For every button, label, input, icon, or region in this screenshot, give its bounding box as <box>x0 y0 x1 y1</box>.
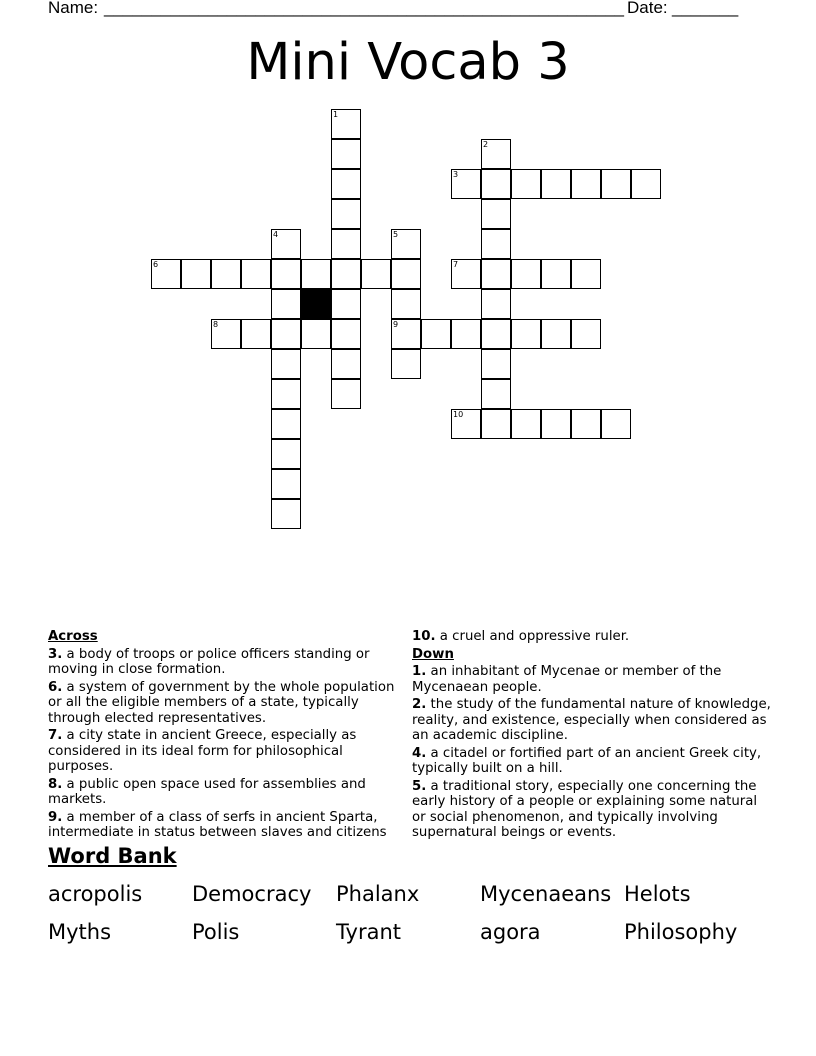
clue-down-1: 1. an inhabitant of Mycenae or member of the Mycenaean people. <box>412 664 722 695</box>
cell-number: 7 <box>453 260 459 269</box>
cell-number: 1 <box>333 110 339 119</box>
crossword-cell[interactable] <box>481 409 511 439</box>
crossword-cell[interactable] <box>451 319 481 349</box>
crossword-cell[interactable] <box>451 169 481 199</box>
crossword-cell[interactable] <box>511 409 541 439</box>
word-bank-word: Tyrant <box>336 920 402 944</box>
crossword-cell[interactable] <box>271 319 301 349</box>
crossword-cell[interactable] <box>571 319 601 349</box>
crossword-cell[interactable] <box>481 259 511 289</box>
crossword-cell[interactable] <box>571 409 601 439</box>
crossword-cell[interactable] <box>391 349 421 379</box>
crossword-cell[interactable] <box>391 259 421 289</box>
crossword-cell[interactable] <box>571 169 601 199</box>
crossword-cell[interactable] <box>331 289 361 319</box>
crossword-cell[interactable] <box>511 169 541 199</box>
crossword-cell[interactable] <box>391 229 421 259</box>
crossword-cell[interactable] <box>181 259 211 289</box>
crossword-cell[interactable] <box>481 379 511 409</box>
word-bank-word: Phalanx <box>336 882 420 906</box>
crossword-cell[interactable] <box>331 139 361 169</box>
crossword-cell[interactable] <box>631 169 661 199</box>
word-bank-word: acropolis <box>48 882 143 906</box>
crossword-cell[interactable] <box>331 349 361 379</box>
crossword-cell[interactable] <box>481 139 511 169</box>
date-label: Date: <box>627 0 668 17</box>
date-field[interactable]: _______ <box>672 0 739 17</box>
word-bank-word: Myths <box>48 920 112 944</box>
crossword-cell[interactable] <box>331 259 361 289</box>
crossword-cell[interactable] <box>481 199 511 229</box>
clue-across-3: 3. a body of troops or police officers standing or moving in close formation. <box>48 646 370 677</box>
crossword-cell[interactable] <box>391 289 421 319</box>
name-label: Name: <box>48 0 99 17</box>
crossword-black-cell <box>301 289 331 319</box>
page-title: Mini Vocab 3 <box>246 33 570 92</box>
crossword-cell[interactable] <box>271 349 301 379</box>
crossword-cell[interactable] <box>481 319 511 349</box>
crossword-cell[interactable] <box>271 439 301 469</box>
clue-across-6: 6. a system of government by the whole population or all the eligible members of a state, typically through elected representatives. <box>48 679 395 726</box>
crossword-cell[interactable] <box>601 409 631 439</box>
crossword-cell[interactable] <box>361 259 391 289</box>
cell-number: 6 <box>153 260 159 269</box>
crossword-cell[interactable] <box>601 169 631 199</box>
clue-across-10: 10. a cruel and oppressive ruler. <box>412 629 630 644</box>
crossword-cell[interactable] <box>331 109 361 139</box>
clue-down-2: 2. the study of the fundamental nature of knowledge, reality, and existence, especially when considered as an academic discipline. <box>412 697 771 743</box>
crossword-cell[interactable] <box>301 319 331 349</box>
word-bank-word: Democracy <box>192 882 312 906</box>
clue-across-9: 9. a member of a class of serfs in ancient Sparta, intermediate in status between slaves and citizens <box>48 809 387 840</box>
word-bank-word: Helots <box>624 882 691 906</box>
cell-number: 4 <box>273 230 279 239</box>
word-bank-word: agora <box>480 920 541 944</box>
crossword-cell[interactable] <box>451 259 481 289</box>
crossword-cell[interactable] <box>271 499 301 529</box>
crossword-cell[interactable] <box>271 379 301 409</box>
word-bank-word: Mycenaeans <box>480 882 612 906</box>
word-bank-title: Word Bank <box>48 844 177 868</box>
crossword-cell[interactable] <box>331 199 361 229</box>
crossword-cell[interactable] <box>271 289 301 319</box>
crossword-cell[interactable] <box>241 319 271 349</box>
crossword-cell[interactable] <box>241 259 271 289</box>
crossword-cell[interactable] <box>271 409 301 439</box>
crossword-cell[interactable] <box>481 169 511 199</box>
crossword-cell[interactable] <box>451 409 481 439</box>
crossword-cell[interactable] <box>511 259 541 289</box>
crossword-cell[interactable] <box>211 259 241 289</box>
across-heading: Across <box>48 629 98 644</box>
cell-number: 10 <box>453 410 464 419</box>
crossword-cell[interactable] <box>331 229 361 259</box>
crossword-cell[interactable] <box>211 319 241 349</box>
crossword-cell[interactable] <box>331 319 361 349</box>
clue-down-4: 4. a citadel or fortified part of an ancient Greek city, typically built on a hill. <box>412 745 762 776</box>
crossword-cell[interactable] <box>151 259 181 289</box>
word-bank-word: Polis <box>192 920 240 944</box>
crossword-cell[interactable] <box>511 319 541 349</box>
clues-left-column <box>48 627 398 841</box>
crossword-cell[interactable] <box>541 259 571 289</box>
crossword-cell[interactable] <box>541 409 571 439</box>
word-bank-word: Philosophy <box>624 920 738 944</box>
cell-number: 3 <box>453 170 459 179</box>
crossword-cell[interactable] <box>271 259 301 289</box>
crossword-cell[interactable] <box>571 259 601 289</box>
clue-across-7: 7. a city state in ancient Greece, especially as considered in its ideal form for philosophical purposes. <box>48 728 357 774</box>
down-heading: Down <box>412 646 454 662</box>
cell-number: 5 <box>393 230 399 239</box>
crossword-cell[interactable] <box>271 229 301 259</box>
crossword-cell[interactable] <box>481 349 511 379</box>
clue-down-5: 5. a traditional story, especially one concerning the early history of a people or explaining some natural or social phenomenon, and typically involving supernatural beings or events. <box>412 778 758 840</box>
crossword-cell[interactable] <box>331 379 361 409</box>
crossword-cell[interactable] <box>391 319 421 349</box>
clues-right-column <box>412 627 772 841</box>
crossword-cell[interactable] <box>481 229 511 259</box>
cell-number: 2 <box>483 140 489 149</box>
crossword-cell[interactable] <box>421 319 451 349</box>
crossword-cell[interactable] <box>541 169 571 199</box>
crossword-cell[interactable] <box>271 469 301 499</box>
crossword-cell[interactable] <box>301 259 331 289</box>
name-field[interactable]: _______________________________________________________ <box>104 0 625 17</box>
clue-across-8: 8. a public open space used for assemblies and markets. <box>48 776 366 807</box>
cell-number: 9 <box>393 320 399 329</box>
crossword-cell[interactable] <box>481 289 511 319</box>
crossword-cell[interactable] <box>331 169 361 199</box>
crossword-cell[interactable] <box>541 319 571 349</box>
crossword-grid <box>0 0 816 520</box>
cell-number: 8 <box>213 320 219 329</box>
